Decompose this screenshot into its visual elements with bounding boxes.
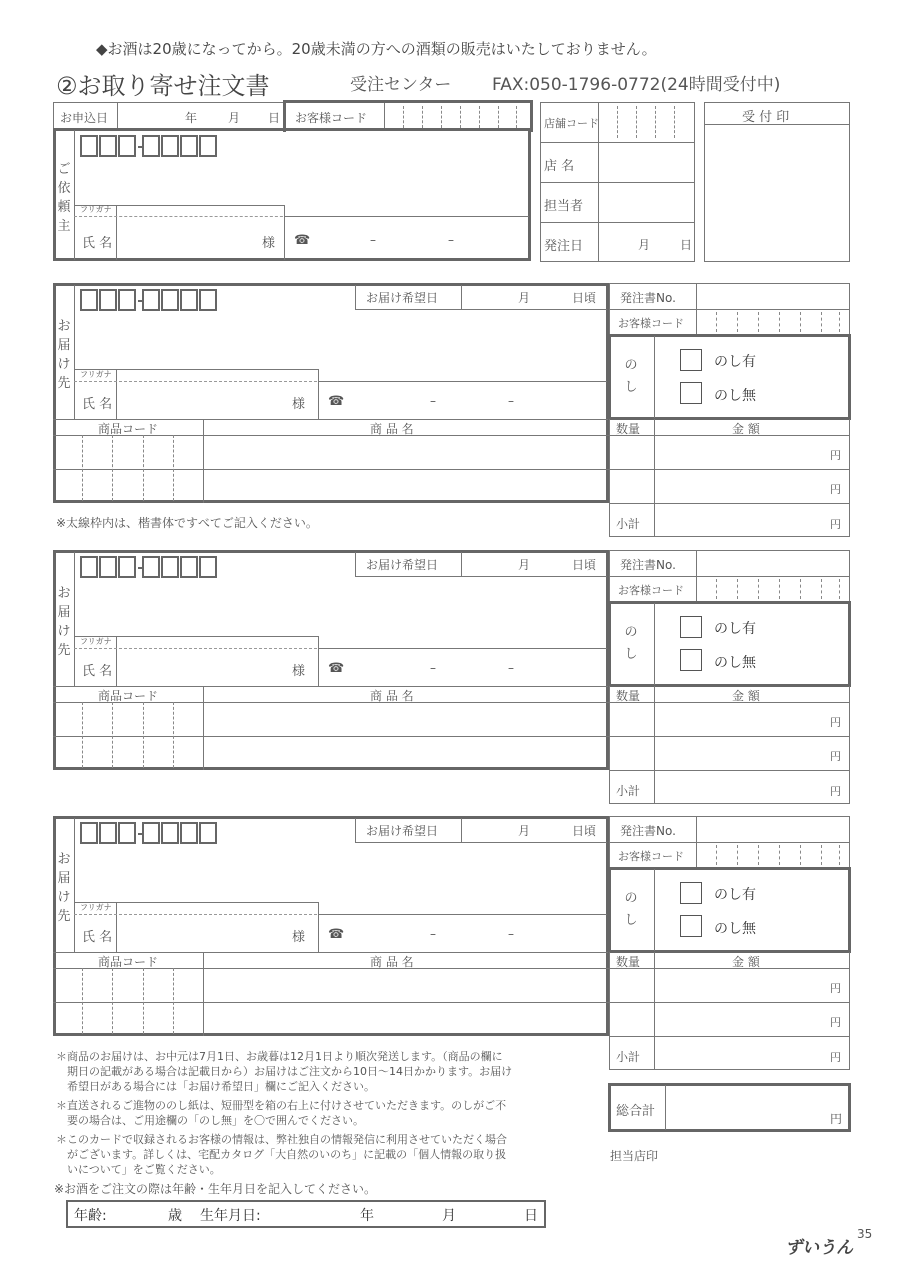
noshi-yes-checkbox[interactable] [680, 349, 702, 371]
customer-code-label: お客様コード [618, 317, 684, 330]
noshi-label: のし [624, 358, 638, 395]
noshi-yes-label: のし有 [714, 887, 756, 903]
order-no-label: 発注書No. [620, 558, 676, 572]
order-no-label: 発注書No. [620, 291, 676, 305]
age-notice: ◆お酒は20歳になってから。20歳未満の方への酒類の販売はいたしておりません。 [96, 40, 657, 58]
store-code-label: 店舗コード [544, 117, 599, 130]
product-code-header: 商品コード [98, 689, 159, 703]
grand-total-label: 総合計 [616, 1104, 656, 1119]
product-code-header: 商品コード [98, 955, 159, 969]
phone-icon: ☎ [328, 927, 345, 942]
desired-date-label: お届け希望日 [366, 291, 439, 305]
noshi-no-label: のし無 [714, 655, 756, 671]
amount-header: 金 額 [732, 955, 760, 969]
noshi-yes-label: のし有 [714, 621, 756, 637]
brand-logo: ずいうん [785, 1238, 853, 1258]
delivery-block-2: お届け先 お届け希望日 月 日頃 フリガナ 氏 名 様 ☎ – – 商品コード 商 品 名 発注書No. お客様コード のし のし有 のし無 数量 金 額 円 円 小計 円 [0, 550, 905, 810]
delivery-side-label: お届け先 [57, 319, 71, 391]
delivery-side-label: お届け先 [57, 586, 71, 658]
store-name-label: 店 名 [544, 159, 575, 174]
order-center-label: 受注センター [350, 75, 452, 95]
amount-header: 金 額 [732, 422, 760, 436]
subtotal-label: 小計 [616, 1050, 641, 1064]
delivery-name-label: 氏 名 [82, 664, 113, 679]
desired-date-label: お届け希望日 [366, 558, 439, 572]
age-label: 年齢: [74, 1208, 107, 1224]
noshi-yes-label: のし有 [714, 354, 756, 370]
noshi-label: のし [624, 625, 638, 662]
fax-number: FAX:050-1796-0772(24時間受付中) [492, 75, 781, 95]
noshi-no-label: のし無 [714, 921, 756, 937]
apply-date-label: お申込日 [60, 111, 109, 125]
reception-stamp-label: 受 付 印 [742, 110, 790, 125]
phone-icon: ☎ [294, 233, 311, 248]
delivery-side-label: お届け先 [57, 852, 71, 924]
staff-label: 担当者 [544, 199, 584, 214]
qty-header: 数量 [616, 689, 641, 703]
order-no-label: 発注書No. [620, 824, 676, 838]
customer-code-label: お客様コード [618, 584, 684, 597]
phone-icon: ☎ [328, 661, 345, 676]
subtotal-label: 小計 [616, 517, 641, 531]
applicant-side-label: ご依頼主 [57, 162, 71, 234]
birthdate-label: 生年月日: [200, 1208, 261, 1224]
qty-header: 数量 [616, 955, 641, 969]
noshi-no-checkbox[interactable] [680, 382, 702, 404]
product-name-header: 商 品 名 [370, 689, 414, 703]
product-code-header: 商品コード [98, 422, 159, 436]
store-stamp-label: 担当店印 [610, 1149, 659, 1163]
delivery-name-label: 氏 名 [82, 930, 113, 945]
delivery-name-label: 氏 名 [82, 397, 113, 412]
amount-header: 金 額 [732, 689, 760, 703]
product-name-header: 商 品 名 [370, 422, 414, 436]
noshi-yes-checkbox[interactable] [680, 616, 702, 638]
noshi-no-label: のし無 [714, 388, 756, 404]
noshi-no-checkbox[interactable] [680, 915, 702, 937]
qty-header: 数量 [616, 422, 641, 436]
applicant-name-label: 氏 名 [82, 236, 113, 251]
noshi-yes-checkbox[interactable] [680, 882, 702, 904]
phone-icon: ☎ [328, 394, 345, 409]
desired-date-label: お届け希望日 [366, 824, 439, 838]
noshi-no-checkbox[interactable] [680, 649, 702, 671]
delivery-block-3: お届け先 お届け希望日 月 日頃 フリガナ 氏 名 様 ☎ – – 商品コード 商 品 名 発注書No. お客様コード のし のし有 のし無 数量 金 額 円 円 小計 円 [0, 816, 905, 1076]
customer-code-label: お客様コード [618, 850, 684, 863]
order-date-label: 発注日 [544, 239, 584, 254]
form-title: ②お取り寄せ注文書 [56, 72, 270, 100]
noshi-label: のし [624, 891, 638, 928]
customer-code-label: お客様コード [295, 111, 368, 125]
subtotal-label: 小計 [616, 784, 641, 798]
page-number: 35 [857, 1227, 873, 1241]
bold-frame-note: ※太線枠内は、楷書体ですべてご記入ください。 [56, 516, 318, 530]
product-name-header: 商 品 名 [370, 955, 414, 969]
delivery-block-1: お届け先 お届け希望日 月 日頃 フリガナ 氏 名 様 ☎ – – 商品コード 商 品 名 発注書No. お客様コード のし のし有 のし無 数量 金 額 円 円 小計 円 [0, 283, 905, 543]
